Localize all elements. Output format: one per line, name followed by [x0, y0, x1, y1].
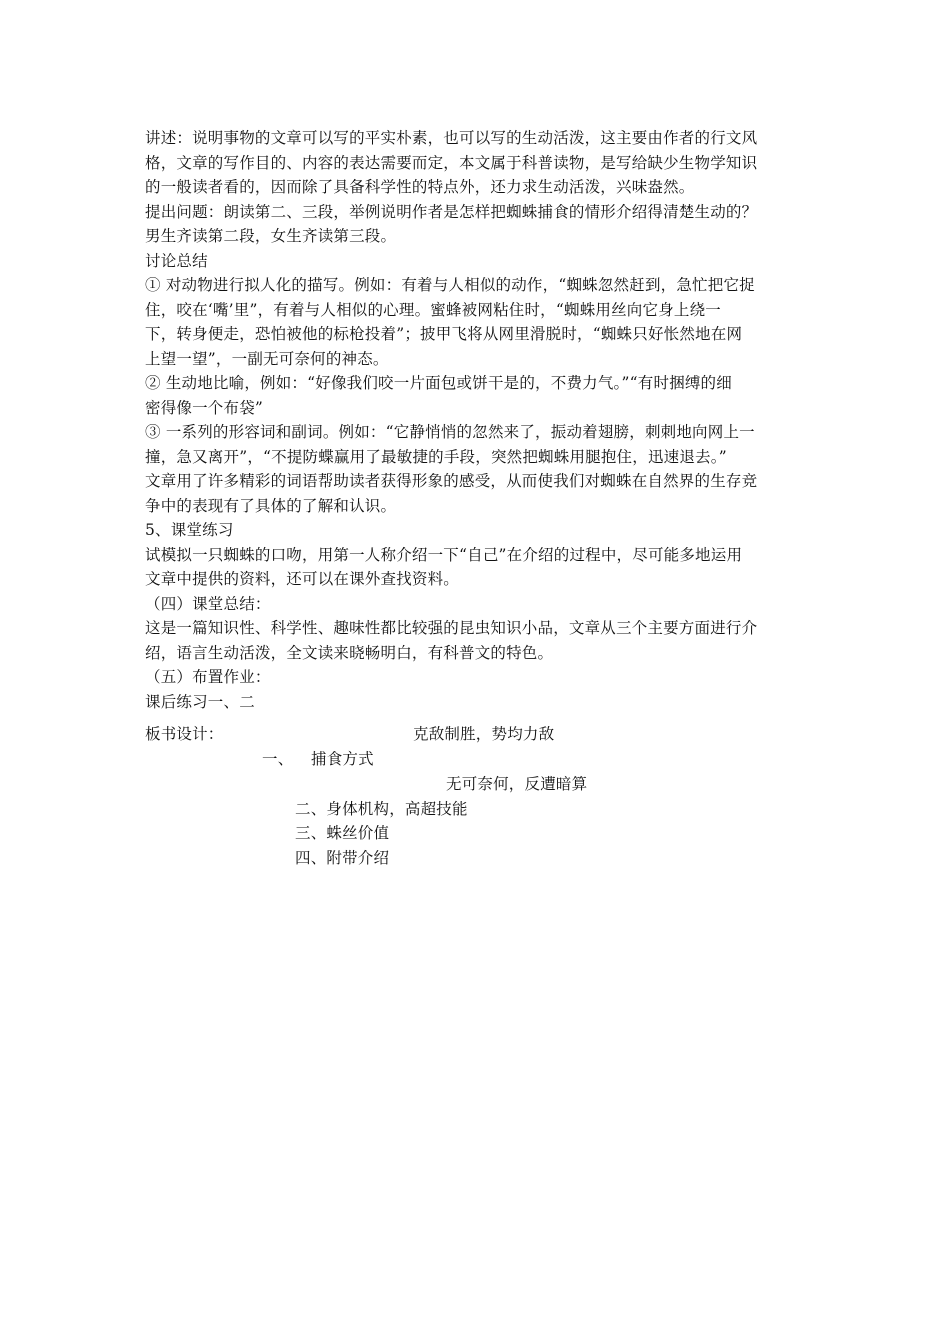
board-item-1-number: 一、 — [262, 750, 294, 768]
text-line-22: 绍，语言生动活泼，全文读来晓畅明白，有科普文的特色。 — [145, 643, 554, 662]
text-line-13: ③ 一系列的形容词和副词。例如：“它静悄悄的忽然来了，振动着翅膀，刺刺地向网上一 — [145, 423, 755, 441]
text-line-6: 讨论总结 — [145, 251, 208, 270]
board-item-2: 二、身体机构，高超技能 — [295, 800, 468, 818]
text-line-14: 撞，急又离开”，“不提防蝶赢用了最敏捷的手段，突然把蜘蛛用腿抱住，迅速退去。” — [145, 447, 727, 466]
text-line-11: ② 生动地比喻，例如：“好像我们咬一片面包或饼干是的，不费力气。”“有时捆缚的细 — [145, 374, 732, 392]
board-item-4: 四、附带介绍 — [295, 849, 390, 867]
text-line-12: 密得像一个布袋” — [145, 398, 264, 417]
text-line-1: 讲述：说明事物的文章可以写的平实朴素，也可以写的生动活泼，这主要由作者的行文风 — [145, 129, 758, 147]
text-line-15: 文章用了许多精彩的词语帮助读者获得形象的感受，从而使我们对蜘蛛在自然界的生存竞 — [145, 472, 758, 490]
text-line-24: 课后练习一、二 — [145, 692, 255, 711]
board-item-1-text: 捕食方式 — [311, 750, 374, 768]
text-line-18: 试模拟一只蜘蛛的口吻，用第一人称介绍一下“自己”在介绍的过程中，尽可能多地运用 — [145, 545, 743, 564]
text-line-21: 这是一篇知识性、科学性、趣味性都比较强的昆虫知识小品，文章从三个主要方面进行介 — [145, 619, 758, 637]
board-label: 板书设计： — [145, 725, 224, 743]
text-line-3: 的一般读者看的，因而除了具备科学性的特点外，还力求生动活泼，兴味盎然。 — [145, 178, 695, 196]
text-line-2: 格，文章的写作目的、内容的表达需要而定，本文属于科普读物，是写给缺少生物学知识 — [145, 153, 758, 172]
text-line-4: 提出问题：朗读第二、三段，举例说明作者是怎样把蜘蛛捕食的情形介绍得清楚生动的？ — [145, 202, 758, 221]
board-line-2: 无可奈何，反遭暗算 — [446, 775, 588, 793]
text-line-10: 上望一望”，一副无可奈何的神态。 — [145, 349, 389, 368]
text-line-7: ① 对动物进行拟人化的描写。例如：有着与人相似的动作，“蜘蛛忽然赶到，急忙把它捉 — [145, 276, 755, 294]
text-line-9: 下，转身便走，恐怕被他的标枪投着”；披甲飞将从网里滑脱时，“蜘蛛只好怅然地在网 — [145, 325, 743, 343]
text-line-5: 男生齐读第二段，女生齐读第三段。 — [145, 227, 397, 245]
board-line-1: 克敌制胜，势均力敌 — [413, 725, 555, 743]
body-text — [145, 126, 810, 714]
text-line-20: （四）课堂总结： — [145, 594, 271, 613]
text-line-19: 文章中提供的资料，还可以在课外查找资料。 — [145, 570, 460, 588]
text-line-23: （五）布置作业： — [145, 668, 271, 686]
text-line-16: 争中的表现有了具体的了解和认识。 — [145, 496, 397, 515]
text-line-8: 住，咬在‘嘴’里”，有着与人相似的心理。蜜蜂被网粘住时，“蜘蛛用丝向它身上绕一 — [145, 300, 722, 319]
text-line-17: 5、课堂练习 — [145, 521, 234, 539]
board-item-3: 三、蛛丝价值 — [295, 824, 390, 842]
